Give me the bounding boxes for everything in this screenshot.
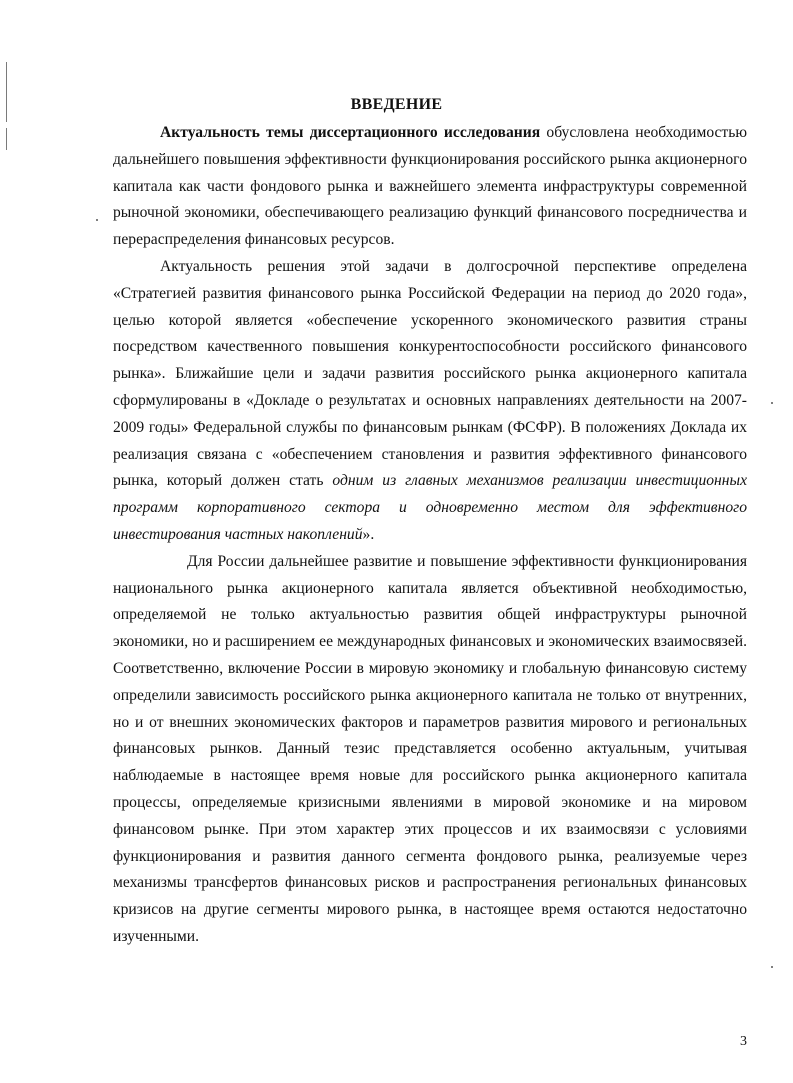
page-number: 3 [740,1034,747,1049]
scan-margin-mark [6,128,7,150]
paragraph-lead-bold: Актуальность темы диссертационного исследования [160,124,541,141]
body-text [113,120,747,951]
paragraph-text: обусловлена необходимостью дальнейшего повышения эффективности функционирования российского рынка акционерного капитала как части фондового рынка и важнейшего элемента инфраструктуры современной рыночной экономики, обеспечивающего реализацию функций финансового посредничества и перераспределения финансовых ресурсов. [113,124,748,249]
scan-speck [771,402,773,404]
paragraph-text: Актуальность решения этой задачи в долгосрочной перспективе определена «Стратегией развития финансового рынка Российской Федерации на период до 2020 года», целью которой является «обеспечение ускоренного экономического развития страны посредством качественного повышения конкурентоспособности российского финансового рынка». Ближайшие цели и задачи развития российского рынка акционерного капитала сформулированы в «Докладе о результатах и основных направлениях деятельности на 2007-2009 годы» Федеральной службы по финансовым рынкам (ФСФР). В положениях Доклада их реализация связана с «обеспечением становления и развития эффективного финансового рынка, который должен стать [113,257,747,490]
paragraph-russia [113,549,747,951]
paragraph-text: Для России дальнейшее развитие и повышение эффективности функционирования национального рынка акционерного капитала является объективной необходимостью, определяемой не только актуальностью развития общей инфраструктуры рыночной экономики, но и расширением ее международных финансовых и экономических взаимосвязей. Соответственно, включение России в мировую экономику и глобальную финансовую систему определили зависимость российского рынка акционерного капитала не только от внутренних, но и от внешних экономических факторов и параметров развития мирового и региональных финансовых рынков. Данный тезис представляется особенно актуальным, учитывая наблюдаемые в настоящее время новые для российского рынка акционерного капитала процессы, определяемые кризисными явлениями в мировой экономике и на мировом финансовом рынке. При этом характер этих процессов и их взаимосвязи с условиями функционирования и развития данного сегмента фондового рынка, реализуемые через механизмы трансфертов финансовых рисков и распространения региональных финансовых кризисов на другие сегменты мирового рынка, в настоящее время остаются недостаточно изученными. [113,552,747,945]
paragraph-strategy [113,254,747,549]
paragraph-italic-quote: одним из главных механизмов реализации инвестиционных программ корпоративного сектора и одновременно местом для эффективного инвестирования частных накоплений [113,472,747,543]
scan-speck [96,219,98,221]
paragraph-relevance [113,120,747,254]
section-heading: ВВЕДЕНИЕ [350,96,443,113]
scan-speck [771,966,773,968]
paragraph-closing: ». [362,525,375,543]
